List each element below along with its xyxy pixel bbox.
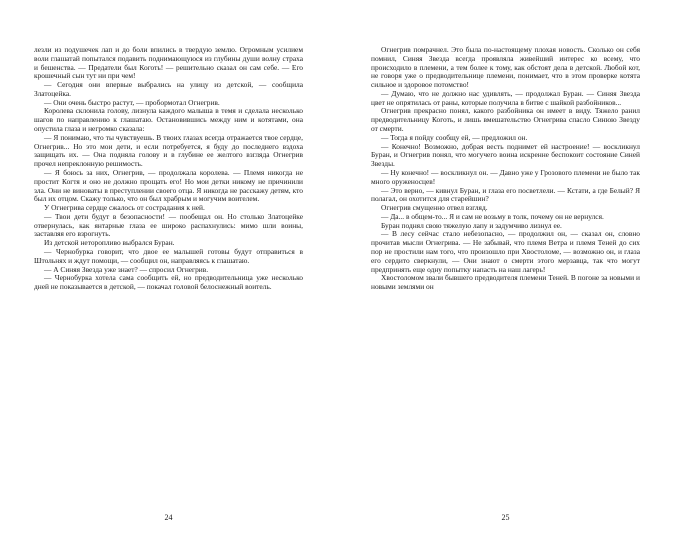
paragraph: Королева склонила голову, лизнула каждого малыша в темя и сделала несколько шагов по направлению к глашатаю. Остановившись между ним и котятами, она опустила глаза и негромко сказала: bbox=[34, 106, 303, 134]
paragraph: — Сегодня они впервые выбрались на улицу из детской, — сообщила Златоцейка. bbox=[34, 80, 303, 98]
left-page-text bbox=[34, 46, 303, 292]
paragraph: Огнегрив прекрасно понял, какого разбойника он имеет в виду. Тяжело ранил предводительницу Коготь, и лишь вмешательство Огнегрива спасло Синюю Звезду от смерти. bbox=[371, 106, 640, 134]
paragraph: — А Синяя Звезда уже знает? — спросил Огнегрив. bbox=[44, 264, 209, 274]
paragraph: — Они очень быстро растут, — пробормотал Огнегрив. bbox=[44, 97, 220, 107]
paragraph: Буран поднял свою тяжелую лапу и задумчиво лизнул ее. bbox=[381, 220, 562, 230]
paragraph: — В лесу сейчас стало небезопасно, — продолжил он, — сказал он, словно прочитав мысли Огнегрива. — Не забывай, что племя Ветра и племя Теней до сих пор не простили нам того, что произошло при Хвостоломе, — возможно он, и глаза его сердито сверкнули, — Они знают о смерти этого мерзавца, так что могут предпринять еще одну попытку напасть на наш лагерь! bbox=[371, 229, 640, 274]
paragraph: — Я боюсь за них, Огнегрив, — продолжала королева. — Племя никогда не простит Когтя и оно не должно прощать его! Но мои детки никому не причинили зла. Они не виноваты в преступлении своего отца. Я никогда не расскажу детям, кто был их отцом. Скажу только, что он был храбрым и могучим воителем. bbox=[34, 167, 303, 204]
paragraph: — Думаю, что не должно нас удивлять, — продолжал Буран. — Синяя Звезда цвет не опрятилась от раны, которые получила в битве с шайкой разбойников... bbox=[371, 88, 640, 107]
paragraph: Из детской неторопливо выбрался Буран. bbox=[44, 238, 175, 248]
paragraph: — Чернобурка хотела сама сообщить ей, но предводительница уже несколько дней не показывается в детской, — покачал головой белоснежный воитель. bbox=[34, 273, 303, 292]
paragraph: — Тогда я пойду сообщу ей, — предложил он. bbox=[381, 132, 528, 142]
paragraph: Огнегрив смущенно отвел взгляд. bbox=[381, 203, 488, 213]
paragraph: — Ну конечно! — воскликнул он. — Давно уже у Грозового племени не было так много оруженосцев! bbox=[371, 167, 640, 186]
paragraph: Хвостоломом звали бывшего предводителя племени Теней. В погоне за новыми и новыми землями он bbox=[371, 273, 640, 292]
paragraph: Огнегрив помрачнел. Это была по-настоящему плохая новость. Сколько он себя помнил, Синяя Звезда всегда проявляла живейший интерес ко всему, что происходило в племени, а тем более к тому, как обстоят дела в детской. Любой кот, не говоря уже о предводительнице племени, понимает, что в этом проверке котята сильное и здоровое потомство! bbox=[371, 45, 640, 90]
paragraph: У Огнегрива сердце сжалось от сострадания к ней. bbox=[44, 203, 205, 213]
paragraph: — Конечно! Возможно, добрая весть поднимет ей настроение! — воскликнул Буран, и Огнегрив понял, что могучего воина искренне беспокоит состояние Синей Звезды. bbox=[371, 141, 640, 169]
paragraph: лезли из подушечек лап и до боли впились в твердую землю. Огромным усилием воли глашатай попытался подавить поднимающуюся из глубины души волну страха и бешенства. — Предатели был Коготь! — решительно сказал он сам себе. — Его крошечный сын тут ни при чем! bbox=[34, 45, 303, 81]
paragraph: — Я понимаю, что ты чувствуешь. В твоих глазах всегда отражается твое сердце, Огнегрив... Но это мои дети, и если потребуется, я буду до последнего вздоха защищать их. — Она подняла голову и в глубине ее желтого взгляда Огнегрив прочел непреклонную решимость. bbox=[34, 132, 303, 169]
paragraph: — Твои дети будут в безопасности! — пообещал он. Но столько Златоцейке отвернулась, как янтарные глаза ее широко распахнулись: мимо шли воины, заставляя его взрогнуть. bbox=[34, 211, 303, 239]
page-number-left: 24 bbox=[164, 513, 173, 522]
page-number-right: 25 bbox=[501, 513, 510, 522]
paragraph: — Да... в общем-то... Я и сам не возьму в толк, почему он не вернулся. bbox=[381, 211, 604, 221]
paragraph: — Чернобурка говорит, что двое ее малышей готовы будут отправиться в Штольнях и ждут помощи, — сообщил он, направляясь к глашатаю. bbox=[34, 246, 303, 265]
paragraph: — Это верно, — кивнул Буран, и глаза его посветлели. — Кстати, а где Белый? Я полагал, он охотится для старейшин? bbox=[371, 185, 640, 204]
right-page-text bbox=[371, 46, 640, 292]
right-page bbox=[337, 0, 674, 544]
